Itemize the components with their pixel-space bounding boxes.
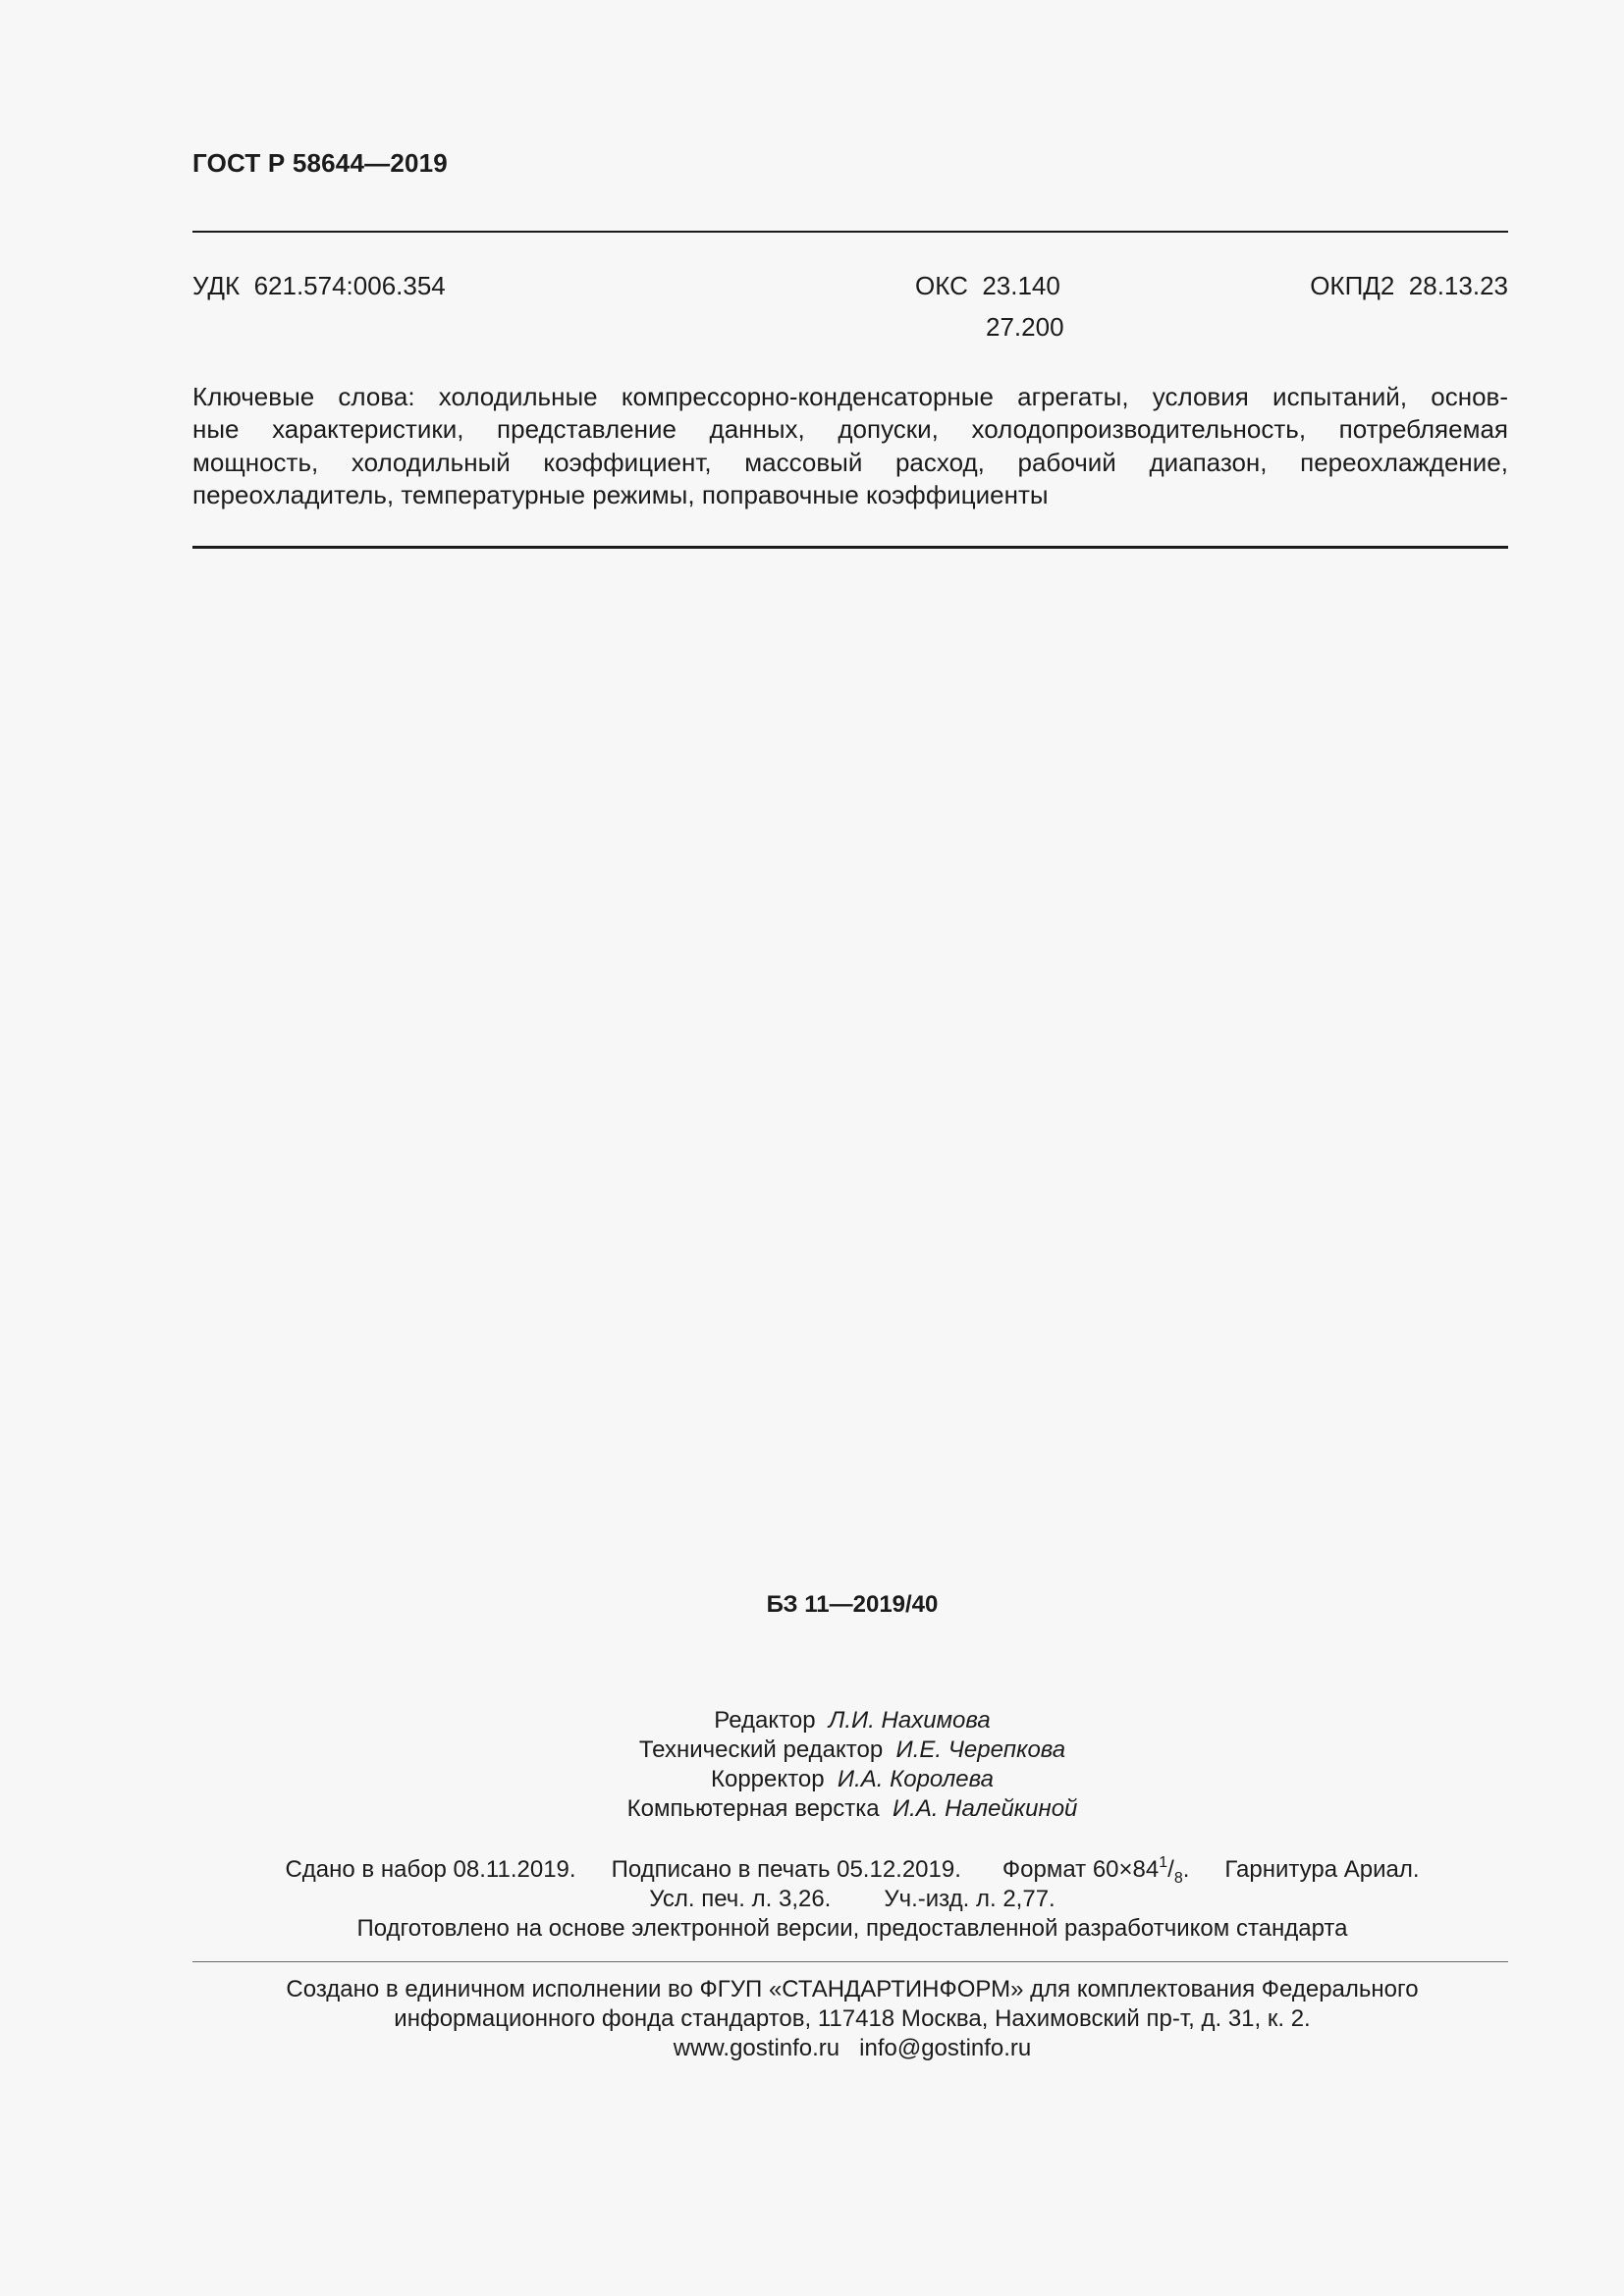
imprint-prepared: Подготовлено на основе электронной версии, предоставленной разработчиком стандарта	[356, 1915, 1348, 1942]
bz-number: БЗ 11—2019/40	[766, 1591, 939, 1618]
okpd-label: ОКПД2	[1310, 271, 1395, 300]
keywords-divider	[192, 546, 1508, 549]
udk-value: 621.574:006.354	[253, 271, 446, 300]
imprint-typeface: Гарнитура Ариал.	[1224, 1856, 1420, 1883]
oks-value-1: 23.140	[982, 271, 1060, 300]
keywords-line: переохладитель, температурные режимы, поправочные коэффициенты	[192, 479, 1049, 509]
keywords-line: Ключевые слова: холодильные компрессорно-конденсаторные агрегаты, условия испытаний, основ-	[192, 382, 1508, 411]
staff-layout	[0, 1794, 1624, 1824]
staff-editor	[0, 1706, 1624, 1735]
imprint-format: Формат $60\times 84^1/_8$.	[1001, 1854, 1190, 1887]
keywords-line: мощность, холодильный коэффициент, массовый расход, рабочий диапазон, переохлаждение,	[192, 447, 1508, 477]
imprint-signed: Подписано в печать 05.12.2019.	[611, 1856, 961, 1883]
staff-name: И.А. Королева	[837, 1766, 994, 1792]
standard-code: ГОСТ Р 58644—2019	[192, 148, 448, 178]
okpd-code	[1310, 271, 1508, 301]
footer-divider	[192, 1961, 1508, 1962]
footer-contacts	[0, 2034, 1624, 2063]
staff-role: Корректор	[711, 1766, 825, 1792]
imprint-line-1	[0, 1855, 1624, 1888]
top-divider	[192, 231, 1508, 233]
website-link[interactable]: www.gostinfo.ru	[673, 2035, 840, 2061]
keywords-line: ные характеристики, представление данных, допуски, холодопроизводительность, потребляемая	[192, 414, 1508, 445]
imprint-submitted: Сдано в набор 08.11.2019.	[285, 1856, 576, 1883]
staff-tech-editor	[0, 1735, 1624, 1765]
imprint-line-2	[0, 1885, 1624, 1914]
okpd-value: 28.13.23	[1408, 271, 1508, 300]
email-link[interactable]: info@gostinfo.ru	[859, 2035, 1032, 2061]
staff-role: Редактор	[714, 1707, 816, 1734]
footer-line-2: информационного фонда стандартов, 117418 Москва, Нахимовский пр-т, д. 31, к. 2.	[394, 2005, 1311, 2032]
staff-corrector	[0, 1765, 1624, 1794]
staff-name: Л.И. Нахимова	[828, 1707, 991, 1734]
udk-code	[192, 271, 446, 301]
keywords-paragraph	[192, 381, 1508, 511]
staff-name: И.А. Налейкиной	[892, 1795, 1078, 1822]
oks-value-2: 27.200	[986, 312, 1064, 342]
imprint-print-sheets: Усл. печ. л. 3,26.	[649, 1886, 832, 1912]
oks-code	[915, 271, 1060, 301]
udk-label: УДК	[192, 271, 241, 300]
staff-role: Компьютерная верстка	[626, 1795, 880, 1822]
imprint-pub-sheets: Уч.-изд. л. 2,77.	[884, 1886, 1056, 1912]
staff-role: Технический редактор	[638, 1736, 884, 1763]
oks-label: ОКС	[915, 271, 968, 300]
footer-line-1: Создано в единичном исполнении во ФГУП «СТАНДАРТИНФОРМ» для комплектования Федерального	[286, 1976, 1419, 2002]
staff-name: И.Е. Черепкова	[895, 1736, 1066, 1763]
